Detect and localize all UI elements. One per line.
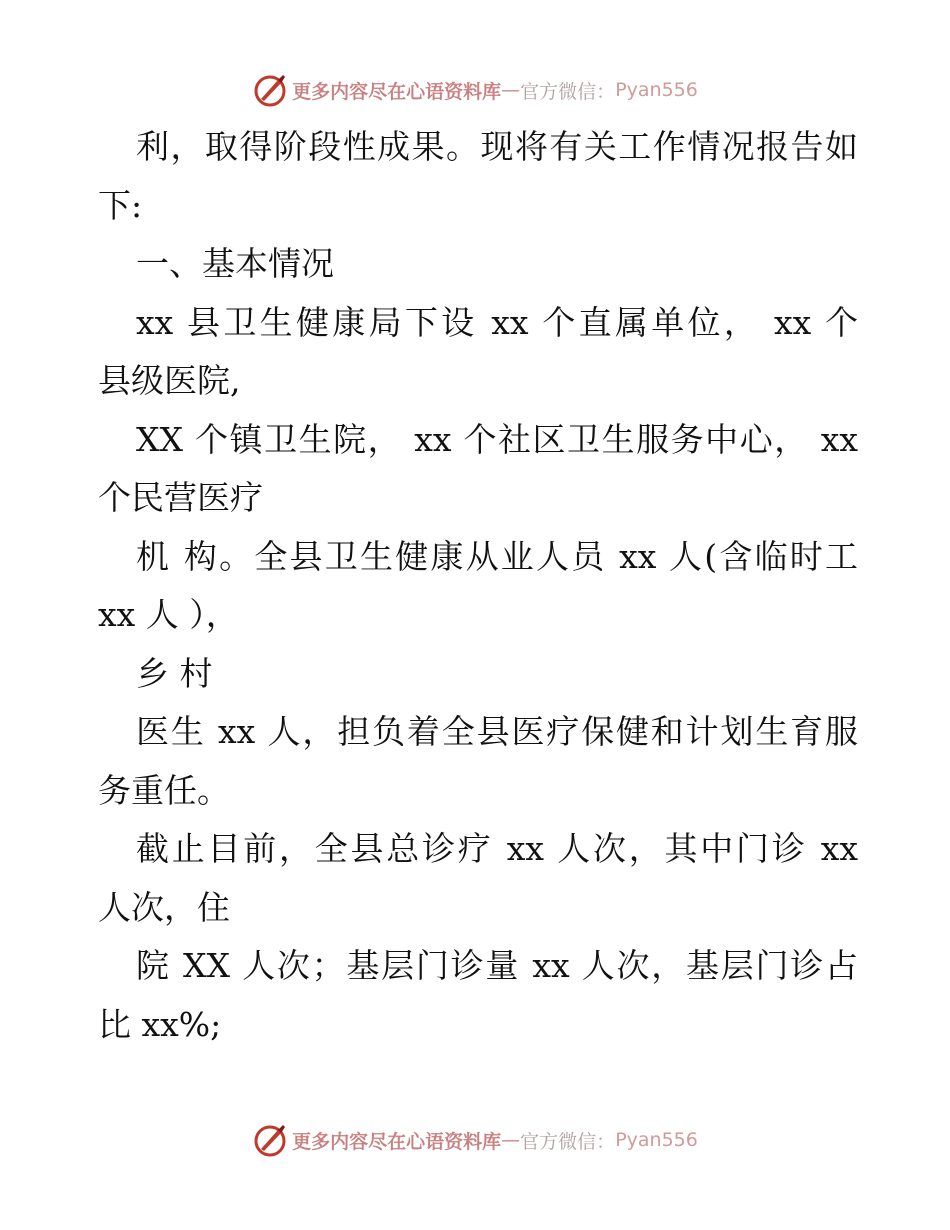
text-line: xx 县卫生健康局下设 xx 个直属单位， xx 个 bbox=[136, 302, 858, 342]
watermark-site-name: 更多内容尽在心语资料库 bbox=[292, 1130, 502, 1153]
text-line: 下: bbox=[98, 185, 143, 225]
text-line: XX 个镇卫生院， xx 个社区卫生服务中心， xx bbox=[136, 419, 858, 459]
text-line: 个民营医疗 bbox=[98, 478, 263, 517]
text-line: 利，取得阶段性成果。现将有关工作情况报告如 bbox=[136, 127, 858, 166]
text-line: 务重任。 bbox=[98, 770, 230, 810]
watermark-wechat-label: 官方微信： bbox=[520, 80, 616, 103]
watermark-site-name: 更多内容尽在心语资料库 bbox=[292, 80, 502, 103]
text-line: 院 XX 人次；基层门诊量 xx 人次，基层门诊占 bbox=[136, 946, 858, 985]
text-line: 人次，住 bbox=[98, 887, 230, 927]
watermark-wechat-label: 官方微信： bbox=[520, 1130, 616, 1153]
watermark-wechat-id: Pyan556 bbox=[615, 79, 698, 101]
text-line: 县级医院, bbox=[98, 361, 241, 400]
text-line: 乡 村 bbox=[136, 653, 213, 693]
text-line: 比 xx%; bbox=[98, 1004, 222, 1044]
text-line: xx 人 ）， bbox=[98, 595, 239, 634]
document-body bbox=[98, 118, 858, 1054]
text-line: 机 构。全县卫生健康从业人员 xx 人(含临时工 bbox=[136, 536, 858, 576]
quill-logo-icon bbox=[252, 72, 288, 108]
watermark-dash: — bbox=[501, 79, 521, 101]
text-line: 截止目前，全县总诊疗 xx 人次，其中门诊 xx bbox=[136, 829, 858, 868]
header-watermark bbox=[0, 70, 950, 110]
footer-watermark bbox=[0, 1120, 950, 1160]
section-heading: 一、基本情况 bbox=[136, 244, 334, 283]
text-line: 医生 xx 人，担负着全县医疗保健和计划生育服 bbox=[136, 712, 858, 751]
quill-logo-icon bbox=[252, 1122, 288, 1158]
watermark-wechat-id: Pyan556 bbox=[615, 1129, 698, 1151]
watermark-dash: — bbox=[501, 1129, 521, 1151]
